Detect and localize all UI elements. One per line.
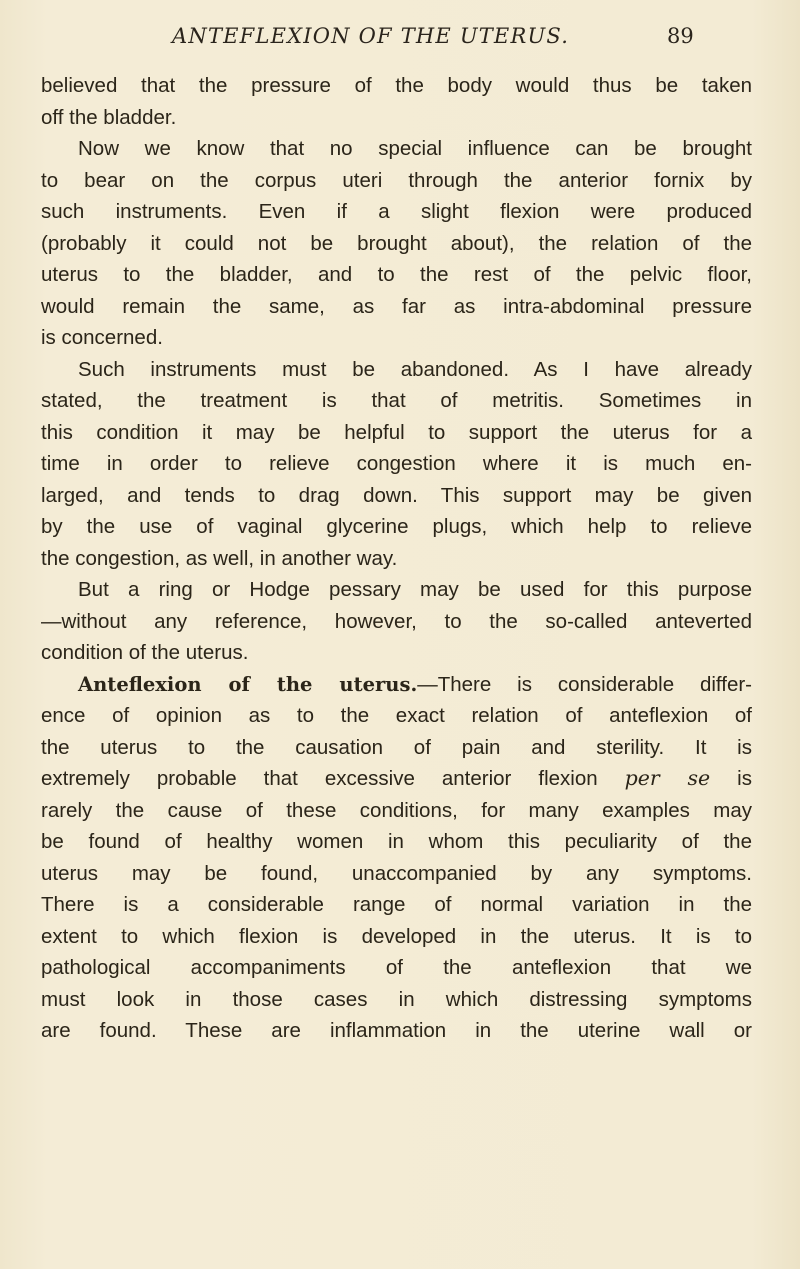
text-line: time in order to relieve congestion where it is much en- (41, 452, 752, 475)
text-line: stated, the treatment is that of metritis. Sometimes in (41, 389, 752, 412)
text-line: There is a considerable range of normal variation in the (41, 893, 752, 916)
text-line: extent to which flexion is developed in the uterus. It is to (41, 924, 752, 948)
text-line: Such instruments must be abandoned. As I have already (78, 357, 752, 381)
running-title: ANTEFLEXION OF THE UTERUS. (172, 24, 570, 48)
line-text-after: is (710, 767, 752, 790)
text-line: condition of the uterus. (41, 641, 249, 664)
text-line: ence of opinion as to the exact relation of anteflexion of (41, 704, 752, 727)
body-text (41, 70, 752, 1047)
section-heading-line (41, 669, 752, 701)
line-text-before: extremely probable that excessive anterior flexion (41, 767, 625, 790)
text-line: believed that the pressure of the body would thus be taken (41, 74, 752, 97)
text-line: such instruments. Even if a slight flexion were produced (41, 200, 752, 223)
text-line: be found of healthy women in whom this peculiarity of the (41, 830, 752, 853)
text-line: off the bladder. (41, 105, 177, 129)
text-line: the uterus to the causation of pain and sterility. It is (41, 735, 752, 759)
running-head (0, 24, 800, 54)
text-line: pathological accompaniments of the anteflexion that we (41, 956, 752, 979)
text-line: larged, and tends to drag down. This support may be given (41, 483, 752, 507)
text-line: are found. These are inflammation in the uterine wall or (41, 1019, 752, 1042)
text-line: Now we know that no special influence can be brought (78, 137, 752, 160)
text-line: must look in those cases in which distressing symptoms (41, 987, 752, 1011)
text-line: to bear on the corpus uteri through the anterior fornix by (41, 168, 752, 192)
text-line: (probably it could not be brought about), the relation of the (41, 231, 752, 255)
text-line: uterus may be found, unaccompanied by any symptoms. (41, 861, 752, 885)
text-line: would remain the same, as far as intra-abdominal pressure (41, 294, 752, 318)
text-line: this condition it may be helpful to support the uterus for a (41, 420, 752, 444)
text-line: by the use of vaginal glycerine plugs, which help to relieve (41, 515, 752, 538)
text-line: the congestion, as well, in another way. (41, 546, 398, 570)
text-line: is concerned. (41, 326, 163, 349)
text-line: But a ring or Hodge pessary may be used for this purpose (78, 578, 752, 601)
text-line-with-italic (41, 763, 752, 795)
page-number: 89 (667, 24, 694, 48)
italic-phrase: per se (624, 766, 711, 790)
text-line: rarely the cause of these conditions, for many examples may (41, 798, 752, 822)
section-heading: Anteflexion of the uterus. (78, 672, 418, 696)
heading-line-text: —There is considerable differ- (417, 672, 752, 696)
text-line: —without any reference, however, to the so-called anteverted (41, 609, 752, 633)
text-line: uterus to the bladder, and to the rest of the pelvic floor, (41, 263, 752, 286)
